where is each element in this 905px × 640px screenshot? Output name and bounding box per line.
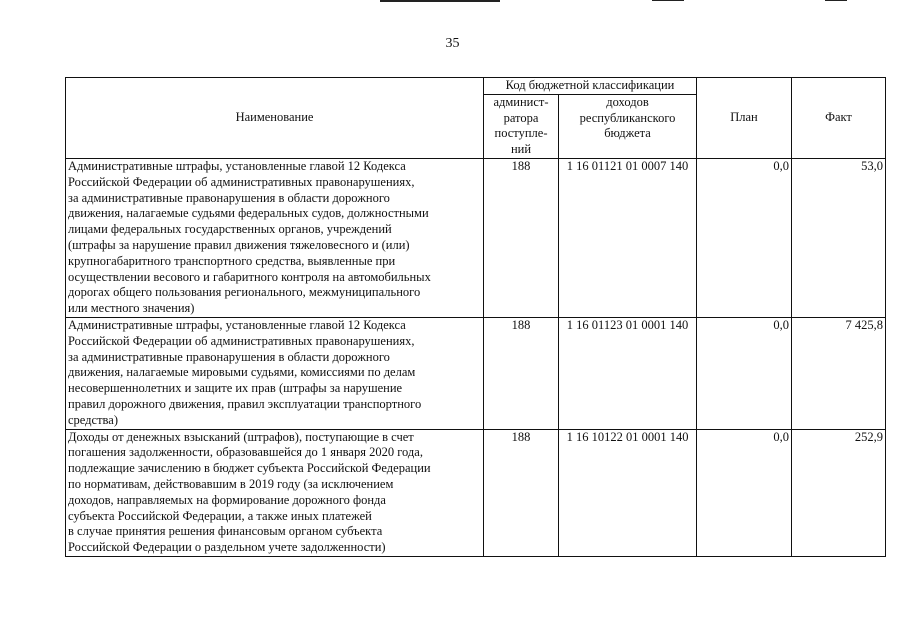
table-row (66, 158, 886, 317)
table-row (66, 429, 886, 556)
row-name: Административные штрафы, установленные главой 12 Кодекса Российской Федерации об административных правонарушениях, за административные правонарушения в области дорожного движения, налагаемые мировыми судьями, комиссиями по делам несовершеннолетних и защите их прав (штрафы за нарушение правил дорожного движения, правил эксплуатации транспортного средства) (66, 317, 484, 429)
row-plan: 0,0 (697, 429, 792, 556)
row-plan: 0,0 (697, 317, 792, 429)
header-fact: Факт (792, 78, 886, 159)
row-fact: 53,0 (792, 158, 886, 317)
header-budget-classification: Код бюджетной классификации (484, 78, 697, 95)
row-revenue-code: 1 16 01121 01 0007 140 (559, 158, 697, 317)
row-revenue-code: 1 16 10122 01 0001 140 (559, 429, 697, 556)
header-name: Наименование (66, 78, 484, 159)
row-fact: 7 425,8 (792, 317, 886, 429)
header-revenues: доходов республиканского бюджета (559, 94, 697, 158)
row-admin-code: 188 (484, 317, 559, 429)
table-row (66, 317, 886, 429)
page-number: 35 (445, 36, 460, 51)
row-name: Доходы от денежных взысканий (штрафов), поступающие в счет погашения задолженности, образовавшейся до 1 января 2020 года, подлежащие зачислению в бюджет субъекта Российской Федерации по нормативам, действовавшим в 2019 году (за исключением доходов, направляемых на формирование дорожного фонда субъекта Российской Федерации, а также иных платежей в случае принятия решения финансовым органом субъекта Российской Федерации о раздельном учете задолженности) (66, 429, 484, 556)
row-revenue-code: 1 16 01123 01 0001 140 (559, 317, 697, 429)
row-admin-code: 188 (484, 429, 559, 556)
scan-top-marks (0, 0, 905, 6)
row-fact: 252,9 (792, 429, 886, 556)
header-plan: План (697, 78, 792, 159)
header-administrator: админист- ратора поступле- ний (484, 94, 559, 158)
row-name: Административные штрафы, установленные главой 12 Кодекса Российской Федерации об административных правонарушениях, за административные правонарушения в области дорожного движения, налагаемые судьями федеральных судов, должностными лицами федеральных государственных органов, учреждений (штрафы за нарушение правил движения тяжеловесного и (или) крупногабаритного транспортного средства, выявленные при осуществлении весового и габаритного контроля на автомобильных дорогах общего пользования регионального, межмуниципального или местного значения) (66, 158, 484, 317)
row-plan: 0,0 (697, 158, 792, 317)
budget-table (65, 77, 886, 557)
row-admin-code: 188 (484, 158, 559, 317)
